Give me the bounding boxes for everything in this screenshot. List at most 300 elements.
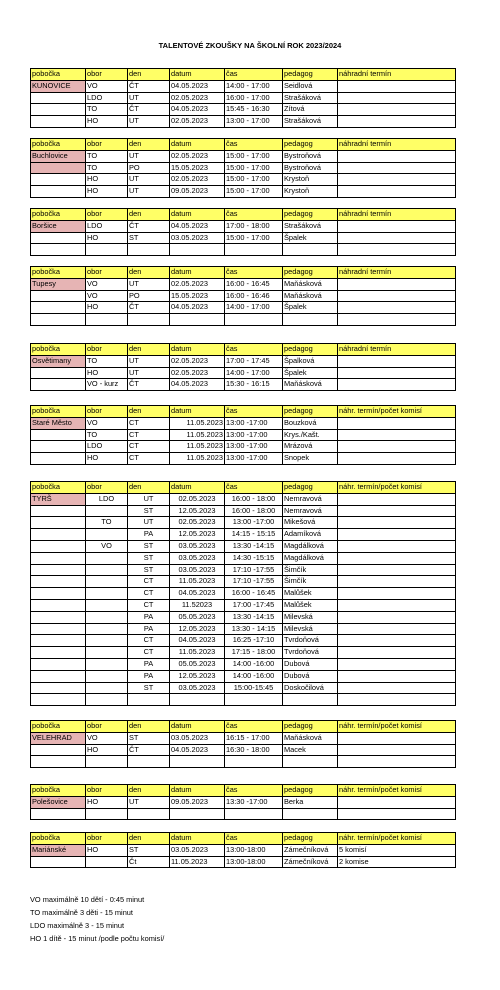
table-row: [31, 564, 456, 576]
header-time: čas: [225, 69, 283, 81]
cell-field: [86, 623, 128, 635]
cell-alt-term: [338, 278, 456, 290]
table-row: [31, 505, 456, 517]
table-row: [31, 517, 456, 529]
cell-alt-term: [338, 529, 456, 541]
cell-date: 04.05.2023: [170, 744, 225, 756]
cell-branch: [31, 290, 86, 302]
cell-alt-term: [338, 599, 456, 611]
table-header-row: [31, 209, 456, 221]
cell-day: CT: [128, 635, 170, 647]
cell-alt-term: [338, 540, 456, 552]
header-date: datum: [170, 209, 225, 221]
header-field: obor: [86, 785, 128, 797]
header-date: datum: [170, 833, 225, 845]
cell-time: [225, 694, 283, 706]
cell-field: HO: [86, 744, 128, 756]
cell-day: CT: [128, 599, 170, 611]
cell-alt-term: [338, 493, 456, 505]
schedule-table: [30, 208, 456, 256]
cell-day: UT: [128, 278, 170, 290]
cell-alt-term: [338, 670, 456, 682]
table-row: [31, 611, 456, 623]
header-time: čas: [225, 267, 283, 279]
cell-time: 15:45 - 16:30: [225, 104, 283, 116]
cell-branch: [31, 441, 86, 453]
cell-teacher: Strašáková: [283, 92, 338, 104]
cell-teacher: Strašáková: [283, 116, 338, 128]
cell-field: [86, 611, 128, 623]
cell-branch: [31, 611, 86, 623]
cell-day: UT: [128, 367, 170, 379]
cell-date: 09.05.2023: [170, 796, 225, 808]
cell-date: 05.05.2023: [170, 611, 225, 623]
cell-field: VO: [86, 732, 128, 744]
cell-field: HO: [86, 116, 128, 128]
header-time: čas: [225, 482, 283, 494]
header-date: datum: [170, 721, 225, 733]
branch-name: VELEHRAD: [31, 732, 86, 744]
cell-alt-term: [338, 186, 456, 198]
cell-alt-term: [338, 611, 456, 623]
cell-alt-term: [338, 220, 456, 232]
cell-field: TO: [86, 104, 128, 116]
cell-teacher: Špalek: [283, 367, 338, 379]
cell-teacher: Milevská: [283, 623, 338, 635]
cell-alt-term: [338, 517, 456, 529]
cell-date: 03.05.2023: [170, 232, 225, 244]
table-row: [31, 104, 456, 116]
cell-teacher: Nemravová: [283, 493, 338, 505]
cell-time: 13:00 -17:00: [225, 517, 283, 529]
branch-name: KUNOVICE: [31, 80, 86, 92]
cell-day: UT: [128, 174, 170, 186]
cell-alt-term: [338, 658, 456, 670]
cell-alt-term: [338, 116, 456, 128]
cell-time: 16:00 - 16:45: [225, 588, 283, 600]
cell-time: 15:00 - 17:00: [225, 162, 283, 174]
cell-time: 15:00 - 17:00: [225, 150, 283, 162]
cell-date: 04.05.2023: [170, 220, 225, 232]
cell-branch: [31, 647, 86, 659]
cell-teacher: Bystroňová: [283, 150, 338, 162]
header-teacher: pedagog: [283, 69, 338, 81]
cell-field: VO: [86, 540, 128, 552]
header-day: den: [128, 344, 170, 356]
header-branch: pobočka: [31, 344, 86, 356]
cell-time: [225, 808, 283, 820]
cell-alt-term: [338, 635, 456, 647]
cell-day: UT: [128, 116, 170, 128]
table-row: [31, 417, 456, 429]
cell-day: CT: [128, 576, 170, 588]
cell-day: ST: [128, 232, 170, 244]
cell-field: VO: [86, 417, 128, 429]
cell-date: [170, 244, 225, 256]
cell-day: PO: [128, 290, 170, 302]
cell-teacher: Dubová: [283, 670, 338, 682]
cell-field: LDO: [86, 220, 128, 232]
cell-branch: [31, 517, 86, 529]
cell-day: CT: [128, 417, 170, 429]
table-row: [31, 379, 456, 391]
cell-teacher: Šimčík: [283, 564, 338, 576]
cell-alt-term: [338, 150, 456, 162]
cell-date: 03.05.2023: [170, 732, 225, 744]
cell-branch: [31, 552, 86, 564]
header-date: datum: [170, 344, 225, 356]
cell-time: [225, 314, 283, 326]
cell-teacher: Krystoň: [283, 174, 338, 186]
cell-teacher: Doskočilová: [283, 682, 338, 694]
table-header-row: [31, 785, 456, 797]
header-day: den: [128, 833, 170, 845]
cell-field: [86, 505, 128, 517]
cell-time: 14:00 - 17:00: [225, 302, 283, 314]
cell-date: 04.05.2023: [170, 379, 225, 391]
header-time: čas: [225, 209, 283, 221]
cell-teacher: Milevská: [283, 611, 338, 623]
cell-day: ST: [128, 540, 170, 552]
cell-time: 15:00 - 17:00: [225, 174, 283, 186]
table-row: [31, 635, 456, 647]
cell-date: 02.05.2023: [170, 150, 225, 162]
cell-time: 13:00-18:00: [225, 844, 283, 856]
cell-field: [86, 576, 128, 588]
cell-alt-term: [338, 162, 456, 174]
branch-name: Osvětimany: [31, 355, 86, 367]
table-row: [31, 314, 456, 326]
cell-alt-term: [338, 244, 456, 256]
schedule-table: [30, 138, 456, 198]
cell-teacher: Krystoň: [283, 186, 338, 198]
cell-time: 14:15 - 15:15: [225, 529, 283, 541]
cell-branch: [31, 174, 86, 186]
cell-time: 14:30 -15:15: [225, 552, 283, 564]
cell-branch: [31, 302, 86, 314]
cell-alt-term: 5 komisí: [338, 844, 456, 856]
header-alt-term: náhradní termín: [338, 209, 456, 221]
cell-teacher: Snopek: [283, 453, 338, 465]
cell-date: 03.05.2023: [170, 844, 225, 856]
cell-field: [86, 244, 128, 256]
table-row: [31, 453, 456, 465]
cell-branch: [31, 314, 86, 326]
cell-teacher: Mikešová: [283, 517, 338, 529]
cell-branch: [31, 588, 86, 600]
branch-name: TYRŠ: [31, 493, 86, 505]
cell-field: VO: [86, 290, 128, 302]
cell-time: 15:00 - 17:00: [225, 186, 283, 198]
schedule-table: [30, 720, 456, 768]
cell-field: [86, 564, 128, 576]
table-row: [31, 599, 456, 611]
cell-teacher: Bouzková: [283, 417, 338, 429]
cell-day: UT: [128, 517, 170, 529]
table-row: [31, 756, 456, 768]
table-row: [31, 116, 456, 128]
cell-time: 15:30 - 16:15: [225, 379, 283, 391]
cell-time: [225, 244, 283, 256]
note-line: LDO maximálně 3 - 15 minut: [30, 921, 125, 931]
cell-day: UT: [128, 92, 170, 104]
schedule-table: [30, 343, 456, 391]
table-header-row: [31, 344, 456, 356]
cell-teacher: Berka: [283, 796, 338, 808]
cell-day: CT: [128, 453, 170, 465]
header-alt-term: náhr. termín/počet komisí: [338, 785, 456, 797]
note-line: HO 1 dítě - 15 minut /podle počtu komisí/: [30, 934, 165, 944]
cell-time: 14:00 -16:00: [225, 670, 283, 682]
cell-field: VO: [86, 80, 128, 92]
header-time: čas: [225, 139, 283, 151]
cell-time: 16:00 - 17:00: [225, 92, 283, 104]
schedule-table: [30, 784, 456, 820]
header-teacher: pedagog: [283, 267, 338, 279]
cell-alt-term: [338, 453, 456, 465]
cell-date: [170, 694, 225, 706]
cell-field: [86, 647, 128, 659]
cell-time: 17:00 - 17:45: [225, 355, 283, 367]
cell-branch: [31, 576, 86, 588]
branch-name: Tupesy: [31, 278, 86, 290]
table-row: [31, 220, 456, 232]
header-branch: pobočka: [31, 69, 86, 81]
cell-branch: [31, 232, 86, 244]
cell-time: 13:30 -14:15: [225, 540, 283, 552]
cell-field: HO: [86, 302, 128, 314]
table-row: [31, 186, 456, 198]
cell-teacher: Adamíková: [283, 529, 338, 541]
table-row: [31, 552, 456, 564]
header-teacher: pedagog: [283, 406, 338, 418]
cell-field: TO: [86, 150, 128, 162]
cell-time: 13:30 -14:15: [225, 611, 283, 623]
cell-teacher: Zítová: [283, 104, 338, 116]
cell-field: HO: [86, 232, 128, 244]
cell-teacher: Krys./Kašt.: [283, 429, 338, 441]
cell-date: 11.05.2023: [170, 576, 225, 588]
cell-teacher: Mrázová: [283, 441, 338, 453]
cell-date: 11.05.2023: [170, 417, 225, 429]
table-row: [31, 174, 456, 186]
cell-teacher: Strašáková: [283, 220, 338, 232]
cell-alt-term: [338, 314, 456, 326]
note-line: TO maximálně 3 děti - 15 minut: [30, 908, 133, 918]
cell-teacher: Tvrdoňová: [283, 635, 338, 647]
cell-teacher: Špalková: [283, 355, 338, 367]
table-row: [31, 658, 456, 670]
cell-date: 09.05.2023: [170, 186, 225, 198]
header-day: den: [128, 209, 170, 221]
cell-field: LDO: [86, 493, 128, 505]
cell-time: 16:00 - 18:00: [225, 493, 283, 505]
header-date: datum: [170, 482, 225, 494]
cell-alt-term: 2 komise: [338, 856, 456, 868]
header-day: den: [128, 721, 170, 733]
cell-field: [86, 314, 128, 326]
cell-field: HO: [86, 453, 128, 465]
cell-day: PO: [128, 162, 170, 174]
table-row: [31, 244, 456, 256]
cell-branch: [31, 682, 86, 694]
cell-branch: [31, 429, 86, 441]
header-teacher: pedagog: [283, 344, 338, 356]
cell-day: CT: [128, 647, 170, 659]
cell-time: 16:30 - 18:00: [225, 744, 283, 756]
cell-branch: [31, 808, 86, 820]
cell-branch: [31, 564, 86, 576]
cell-alt-term: [338, 552, 456, 564]
table-row: [31, 232, 456, 244]
cell-time: 14:00 - 17:00: [225, 367, 283, 379]
table-row: [31, 576, 456, 588]
table-row: [31, 808, 456, 820]
cell-date: 15.05.2023: [170, 290, 225, 302]
cell-alt-term: [338, 623, 456, 635]
cell-alt-term: [338, 367, 456, 379]
document-title: TALENTOVÉ ZKOUŠKY NA ŠKOLNÍ ROK 2023/2024: [158, 41, 342, 50]
header-time: čas: [225, 721, 283, 733]
cell-teacher: Maňásková: [283, 732, 338, 744]
cell-date: 15.05.2023: [170, 162, 225, 174]
header-field: obor: [86, 482, 128, 494]
cell-day: ST: [128, 682, 170, 694]
cell-time: 13:00 -17:00: [225, 429, 283, 441]
cell-alt-term: [338, 682, 456, 694]
header-field: obor: [86, 209, 128, 221]
cell-branch: [31, 635, 86, 647]
cell-date: [170, 756, 225, 768]
table-row: [31, 441, 456, 453]
cell-branch: [31, 186, 86, 198]
cell-alt-term: [338, 732, 456, 744]
branch-name: Mariánské: [31, 844, 86, 856]
cell-day: PA: [128, 623, 170, 635]
cell-day: UT: [128, 150, 170, 162]
cell-day: CT: [128, 441, 170, 453]
cell-day: [128, 756, 170, 768]
table-row: [31, 290, 456, 302]
header-branch: pobočka: [31, 482, 86, 494]
header-alt-term: náhradní termín: [338, 69, 456, 81]
cell-time: 17:10 -17:55: [225, 564, 283, 576]
cell-field: [86, 599, 128, 611]
branch-name: Boršice: [31, 220, 86, 232]
cell-field: HO: [86, 186, 128, 198]
cell-time: 16:15 - 17:00: [225, 732, 283, 744]
cell-teacher: [283, 694, 338, 706]
cell-day: Čt: [128, 856, 170, 868]
cell-date: 12.05.2023: [170, 670, 225, 682]
cell-date: [170, 808, 225, 820]
cell-date: 02.05.2023: [170, 517, 225, 529]
header-date: datum: [170, 267, 225, 279]
header-field: obor: [86, 69, 128, 81]
table-row: [31, 150, 456, 162]
table-row: [31, 302, 456, 314]
cell-teacher: Magdálková: [283, 552, 338, 564]
cell-time: 14:00 -16:00: [225, 658, 283, 670]
cell-day: ČT: [128, 80, 170, 92]
cell-date: 04.05.2023: [170, 635, 225, 647]
cell-day: ČT: [128, 104, 170, 116]
cell-field: [86, 670, 128, 682]
cell-date: 12.05.2023: [170, 529, 225, 541]
cell-alt-term: [338, 92, 456, 104]
cell-teacher: Maňásková: [283, 278, 338, 290]
header-teacher: pedagog: [283, 482, 338, 494]
cell-date: 02.05.2023: [170, 92, 225, 104]
cell-alt-term: [338, 379, 456, 391]
cell-date: 04.05.2023: [170, 302, 225, 314]
cell-day: [128, 808, 170, 820]
cell-alt-term: [338, 290, 456, 302]
table-row: [31, 682, 456, 694]
header-branch: pobočka: [31, 267, 86, 279]
cell-alt-term: [338, 576, 456, 588]
cell-day: ČT: [128, 744, 170, 756]
cell-field: [86, 635, 128, 647]
cell-teacher: [283, 756, 338, 768]
cell-branch: [31, 379, 86, 391]
table-row: [31, 647, 456, 659]
cell-time: 16:00 - 16:46: [225, 290, 283, 302]
cell-branch: [31, 104, 86, 116]
cell-date: 11.05.2023: [170, 429, 225, 441]
cell-branch: [31, 623, 86, 635]
branch-name: Buchlovice: [31, 150, 86, 162]
cell-day: PA: [128, 529, 170, 541]
cell-field: [86, 808, 128, 820]
table-header-row: [31, 833, 456, 845]
table-row: [31, 588, 456, 600]
cell-teacher: Bystroňová: [283, 162, 338, 174]
table-row: [31, 844, 456, 856]
cell-branch: [31, 744, 86, 756]
cell-alt-term: [338, 694, 456, 706]
header-alt-term: náhr. termín/počet komisí: [338, 406, 456, 418]
cell-alt-term: [338, 302, 456, 314]
table-header-row: [31, 267, 456, 279]
cell-teacher: Šimčík: [283, 576, 338, 588]
cell-time: 13:00 -17:00: [225, 453, 283, 465]
cell-branch: [31, 756, 86, 768]
table-row: [31, 162, 456, 174]
cell-alt-term: [338, 232, 456, 244]
cell-date: 02.05.2023: [170, 116, 225, 128]
cell-date: 03.05.2023: [170, 682, 225, 694]
table-header-row: [31, 139, 456, 151]
cell-branch: [31, 162, 86, 174]
cell-time: 16:00 - 16:45: [225, 278, 283, 290]
table-header-row: [31, 406, 456, 418]
cell-branch: [31, 505, 86, 517]
header-time: čas: [225, 344, 283, 356]
cell-alt-term: [338, 104, 456, 116]
cell-time: 17:00 -17:45: [225, 599, 283, 611]
cell-date: 04.05.2023: [170, 80, 225, 92]
cell-date: 02.05.2023: [170, 367, 225, 379]
header-field: obor: [86, 344, 128, 356]
cell-field: LDO: [86, 441, 128, 453]
cell-teacher: [283, 314, 338, 326]
header-alt-term: náhr. termín/počet komisí: [338, 721, 456, 733]
cell-alt-term: [338, 174, 456, 186]
cell-field: [86, 856, 128, 868]
cell-field: TO: [86, 517, 128, 529]
cell-day: ČT: [128, 379, 170, 391]
